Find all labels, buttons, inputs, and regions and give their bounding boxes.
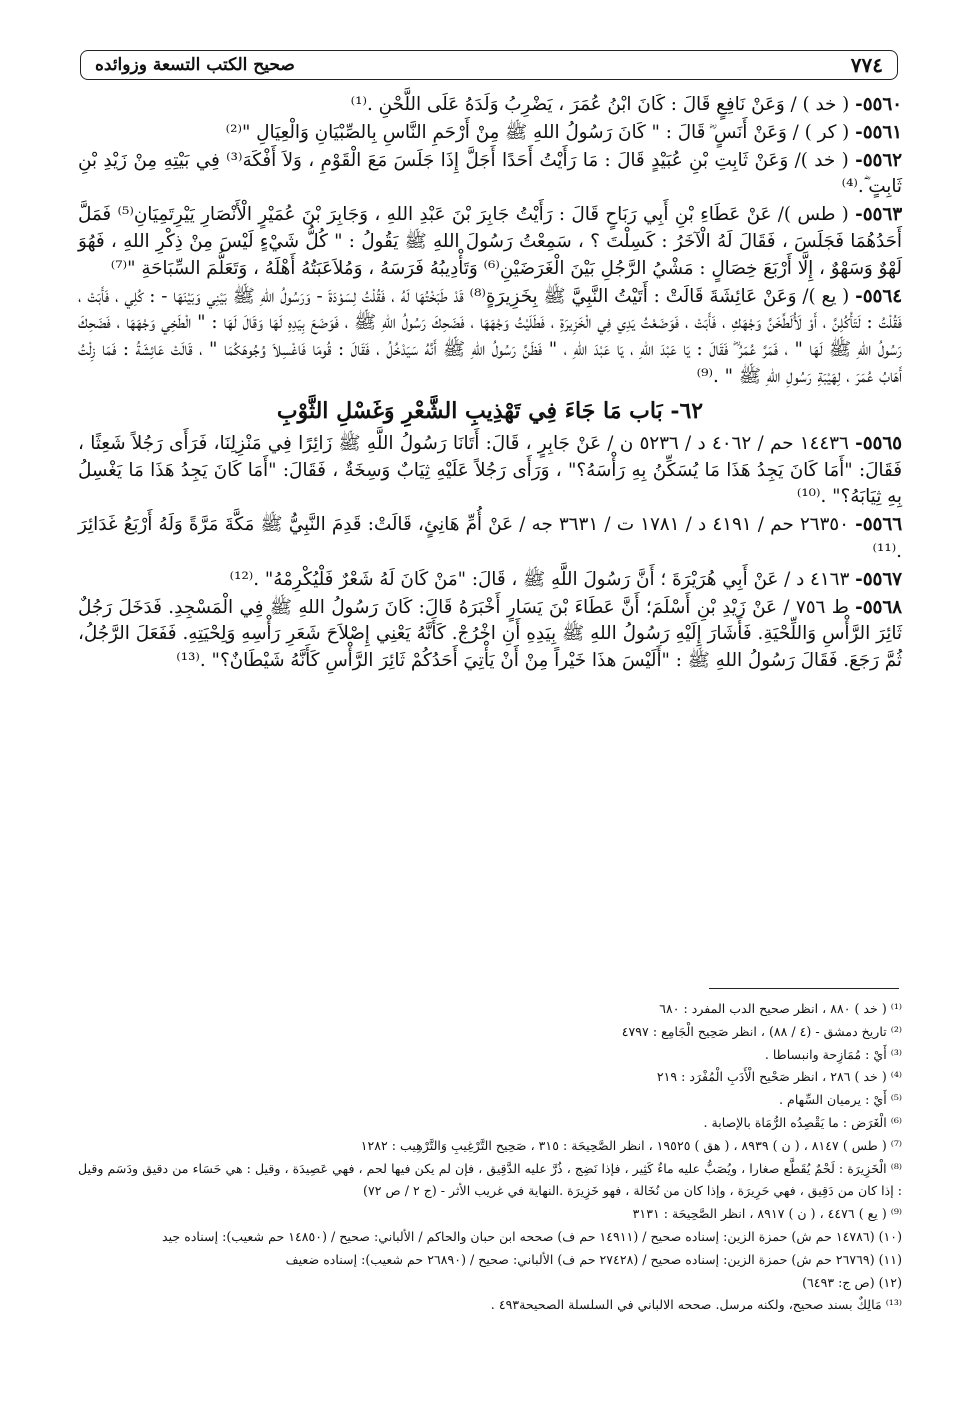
hadith-entry — [78, 567, 902, 594]
hadith-entry — [78, 92, 902, 119]
page-number: ٧٧٤ — [850, 53, 883, 77]
entry-number: ٥٥٦٧- — [855, 568, 902, 590]
footnote: ⁽¹³⁾ مَالِكٌ بسند صحيح، ولكنه مرسل. صححه الالباني في السلسلة الصحيحة٤٩٣ . — [490, 1297, 902, 1313]
entry-text: ( خد )/ وَعَنْ ثَابِتِ بْنِ عُبَيْدٍ قَالَ : مَا رَأَيْتُ أَحَدًا أَجَلَّ إِذَا جَلَسَ مَعَ الْقَوْمِ ، وَلاَ أَفْكَهَ⁽³⁾ فِي بَيْتِهِ مِنْ زَيْدِ بْنِ ثَابِتٍ ؓ.⁽⁴⁾ — [78, 149, 902, 198]
footnote: (١٠) (١٤٧٨٦ حم ش) حمزة الزين: إسناده صحيح / (١٤٩١١ حم ف) صححه ابن حبان والحاكم / الألباني: صحيح / (١٤٨٥٠ حم شعيب): إسناده جيد — [162, 1228, 902, 1244]
hadith-entry — [78, 431, 902, 511]
footnote: ⁽²⁾ تاريخ دمشق - (٤ / ٨٨) ، انظر صَحِيح الْجَامِع : ٤٧٩٧ — [621, 1023, 902, 1039]
entry-number: ٥٥٦١- — [855, 121, 902, 143]
entry-text: ( يع )/ وَعَنْ عَائِشَةَ قَالَتْ : أَتَيْتُ النَّبِيَّ ﷺ بِخَزِيرَةٍ⁽⁸⁾ قَدْ طَبَخْتُهَا لَهُ ، فَقُلْتُ لِسَوْدَةَ - وَرَسُولُ اللهِ ﷺ بَيْنِي وَبَيْنَهَا - : كُلِي ، فَأَبَتْ ، فَقُلْتُ : لَتَأْكُلِنَّ ، أَوْ لَأُلَطِّخَنَّ وَجْهَكِ ، فَأَبَتْ ، فَوَضَعْتُ يَدِي فِي الْخَزِيرَةِ ، فَطَلَيْتُ وَجْهَهَا ، فَضَحِكَ رَسُولُ اللهِ ﷺ ، فَوَضَعَ بِيَدِهِ لَهَا وَقَالَ لَهَا : " الْطَخِي وَجْهَهَا ، فَضَحِكَ رَسُولُ اللهِ ﷺ لَهَا " ، فَمَرَّ عُمَرُ ؓ فَقَالَ : يَا عَبْدَ اللهِ ، يَا عَبْدَ اللهِ ، " فَظَنَّ رَسُولُ اللهِ ﷺ أَنَّهُ سَيَدْخُلُ ، فَقَالَ : قُومَا فَاغْسِلاَ وُجُوهَكُمَا " ، قَالَتْ عَائِشَةُ : فَمَا زِلْتُ أَهَابُ عُمَرَ ، لِهَيْبَةِ رَسُولِ اللهِ ﷺ " .⁽⁹⁾ — [78, 285, 902, 387]
book-title: صحيح الكتب التسعة وزوائده — [95, 55, 295, 75]
entry-number: ٥٥٦٤- — [855, 285, 903, 307]
footnote: ⁽⁸⁾ الْخَزِيرَة : لَحْمٌ يُقَطَّع صغارا ، ويُصَبُّ عليه ماءٌ كَثِير ، فإذا نَضِج ، ذُرَّ عليه الدَّقِيق ، فإن لم يكن فيها لحم ، فهي عَصِيدَة ، وقيل : هي حَسَاء من دقيق ودَسَم وقيل : إذا كان من دَقِيق ، فهي حَرِيرَة ، وإذا كان من نُخَالة ، فهو خَزِيرَة .النهاية في غريب الأثر - (ج ٢ / ص ٧٢) — [78, 1160, 902, 1199]
entry-number: ٥٥٦٨- — [855, 596, 902, 618]
hadith-entry — [78, 284, 902, 391]
page-header — [80, 50, 898, 80]
footnote: (١٢) (ص ج: ٦٤٩٣) — [802, 1274, 902, 1290]
hadith-entry — [78, 148, 902, 202]
footnote: ⁽⁷⁾ ( طس ) ٨١٤٧ ، ( ن ) ٨٩٣٩ ، ( هق ) ١٩٥٢٥ ، انظر الصَّحِيحَة : ٣١٥ ، صَحِيح التَّرْغِيبِ وَالتَّرْهِيب : ١٢٨٢ — [360, 1137, 902, 1153]
footnote: ⁽¹⁾ ( خد ) ٨٨٠ ، انظر صحيح الدب المفرد : ٦٨٠ — [659, 1001, 902, 1016]
footnote: ⁽⁵⁾ أَيْ : يرميان السِّهام . — [779, 1092, 902, 1108]
footnote: ⁽³⁾ أَيْ : مُمَازِحة وانبساطا . — [764, 1046, 902, 1062]
entry-text: ( طس )/ عَنْ عَطَاءِ بْنِ أَبِي رَبَاحٍ قَالَ : رَأَيْتُ جَابِرَ بْنَ عَبْدِ اللهِ ، وَجَابِرَ بْنَ عُمَيْرٍ الْأَنْصَارِ يَيْرِتَمِيَانِ⁽⁵⁾ فَمَلَّ أَحَدُهُمَا فَجَلَسَ ، فَقَالَ لَهُ الْآخَرُ : كَسِلْتَ ؟ ، سَمِعْتُ رَسُولَ اللهِ ﷺ يَقُولُ : " كُلُّ شَيْءٍ لَيْسَ مِنْ ذِكْرِ اللهِ ، فَهُوَ لَهْوٌ وَسَهْوٌ ، إِلَّا أَرْبَعَ خِصَالٍ : مَشْيُ الرَّجُلِ بَيْنَ الْغَرَضَيْنِ⁽⁶⁾ وَتَأْدِيبُهُ فَرَسَهُ ، وَمُلاَعَبَتُهُ أَهْلَهُ ، وَتَعَلُّمَ السِّبَاحَةِ "⁽⁷⁾ — [78, 204, 902, 279]
hadith-entry — [78, 202, 902, 282]
hadith-entry — [78, 595, 902, 675]
footnote: ⁽⁹⁾ ( يع ) ٤٤٧٦ ، ( ن ) ٨٩١٧ ، انظر الصَّحِيحَة : ٣١٣١ — [632, 1206, 902, 1222]
hadith-entry — [78, 120, 902, 147]
entry-text: ٢٦٣٥٠ حم / ٤١٩١ د / ١٧٨١ ت / ٣٦٣١ جه / عَنْ أُمِّ هَانِئٍ، قَالَتْ: قَدِمَ النَّبِيُّ ﷺ مَكَّةَ مَرَّةً وَلَهُ أَرْبَعُ غَدَائِرَ .⁽¹¹⁾ — [78, 514, 902, 562]
footnote: ⁽⁴⁾ ( خد ) ٢٨٦ ، انظر صَحْيح الْأَدَبِ الْمُفْرَد : ٢١٩ — [656, 1069, 902, 1085]
entry-text: ( خد ) / وَعَنْ نَافِعٍ قَالَ : كَانَ ابْنُ عُمَرَ ، يَضْرِبُ وَلَدَهُ عَلَى اللَّحْنِ .⁽¹⁾ — [350, 94, 850, 115]
main-text — [78, 92, 902, 675]
footnote: (١١) (٢٦٧٦٩ حم ش) حمزة الزين: إسناده صحيح / (٢٧٤٢٨ حم ف) الألباني: صحيح / (٢٦٨٩٠ حم شعيب): إسناده ضعيف — [285, 1251, 902, 1267]
entry-number: ٥٥٦٠- — [855, 94, 902, 115]
entry-text: ( كر ) / وَعَنْ أَنَسٍ ؓ قَالَ : " كَانَ رَسُولُ اللهِ ﷺ مِنْ أَرْحَمِ النَّاسِ بِالصِّبْيَانِ وَالْعِيَالِ "⁽²⁾ — [225, 121, 850, 143]
entry-text: ٤١٦٣ د / عَنْ أَبِي هُرَيْرَةَ ؛ أَنَّ رَسُولَ اللَّهِ ﷺ ، قَالَ: "مَنْ كَانَ لَهُ شَعْرٌ فَلْيُكْرِمْهُ" .⁽¹²⁾ — [229, 568, 850, 590]
footnotes — [78, 998, 902, 1317]
hadith-entry — [78, 512, 902, 566]
entry-number: ٥٥٦٥- — [855, 432, 902, 454]
entry-text: ط ٧٥٦ / عَنْ زَيْدِ بْنِ أَسْلَمَ؛ أَنَّ عَطَاءَ بْنَ يَسَارٍ أَخْبَرَهُ قَالَ: كَانَ رَسُولُ اللهِ ﷺ فِي الْمَسْجِدِ. فَدَخَلَ رَجُلٌ ثَائِرَ الرَّأْسِ وَاللِّحْيَةِ. فَأَشَارَ إِلَيْهِ رَسُولُ اللهِ ﷺ بِيَدِهِ أَنِ اخْرُجْ. كَأَنَّهُ يَعْنِي إِصْلاَحَ شَعَرِ رَأْسِهِ وَلِحْيَتِهِ. فَفَعَلَ الرَّجُلُ، ثُمَّ رَجَعَ. فَقَالَ رَسُولُ اللهِ ﷺ : "أَلَيْسَ هذَا خَيْراً مِنْ أَنْ يَأْتِيَ أَحَدُكُمْ ثَائِرَ الرَّأْسِ كَأَنَّهُ شَيْطَانٌ؟" .⁽¹³⁾ — [78, 596, 902, 672]
footnote: ⁽⁶⁾ الْغَرَض : ما يَقْصِدُه الرُّمَاة بالإصابة . — [703, 1114, 902, 1130]
entry-number: ٥٥٦٢- — [855, 149, 902, 171]
entry-text: ١٤٤٣٦ حم / ٤٠٦٢ د / ٥٢٣٦ ن / عَنْ جَابِرٍ ، قَالَ: أَتَانَا رَسُولُ اللَّهِ ﷺ زَائِرًا فِي مَنْزِلِنَا، فَرَأَى رَجُلاً شَعِثًا ، فَقَالَ: "أَمَا كَانَ يَجِدُ هَذَا مَا يُسَكِّنُ بِهِ رَأْسَهُ؟" ، وَرَأَى رَجُلاً عَلَيْهِ ثِيَابٌ وَسِخَةٌ ، فَقَالَ: "أَمَا كَانَ يَجِدُ هَذَا مَا يَغْسِلُ بِهِ ثِيَابَهُ؟" .⁽¹⁰⁾ — [78, 432, 902, 508]
entry-number: ٥٥٦٦- — [855, 514, 903, 536]
footnote-separator — [709, 988, 899, 989]
chapter-heading: ٦٢- بَاب مَا جَاءَ فِي تَهْذِيبِ الشَّعْرِ وَغَسْلِ الثَّوْبِ — [276, 397, 704, 424]
entry-number: ٥٥٦٣- — [855, 204, 903, 226]
